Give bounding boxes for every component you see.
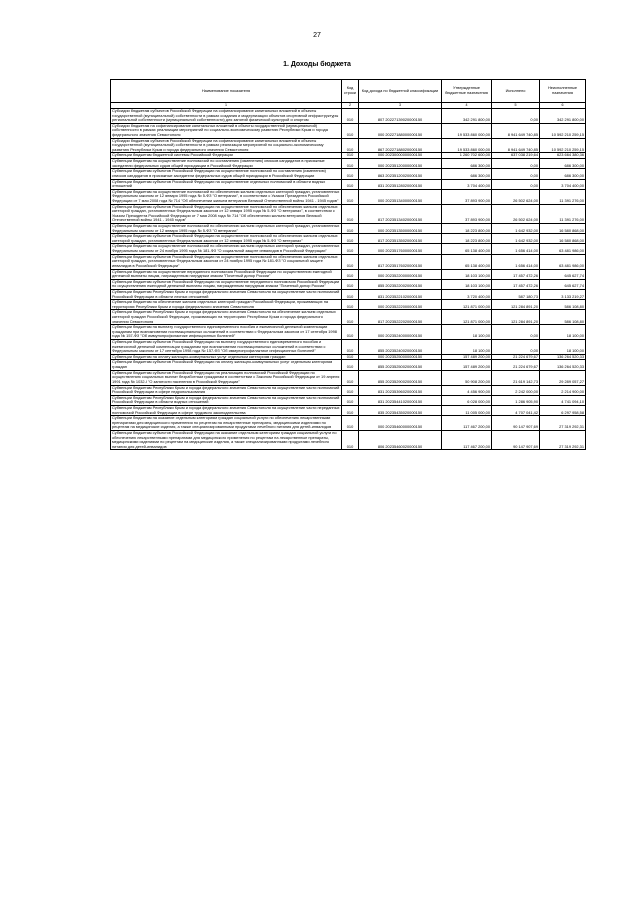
indicator-name: Субвенции бюджетам бюджетной системы Российской Федерации — [111, 153, 342, 159]
approved-amount: 18 223 800,00 — [442, 224, 492, 234]
column-number: 2 — [342, 103, 359, 109]
executed-amount: 21 224 679,67 — [492, 354, 540, 360]
income-code: 000 20230000000000150 — [359, 153, 442, 159]
line-code: 010 — [342, 325, 359, 340]
income-code: 855 20235250020000150 — [359, 360, 442, 370]
column-number: 4 — [442, 103, 492, 109]
unexecuted-amount: 10 592 210 259,15 — [540, 123, 586, 138]
approved-amount: 18 103 100,00 — [442, 279, 492, 289]
unexecuted-amount: 16 580 868,00 — [540, 224, 586, 234]
indicator-name: Субвенции бюджетам Республики Крым и города федерального значения Севастополя на обеспечение жильем отдельных категорий граждан Российской Федерации, проживающих на территориях Республики Крым и города федерального значения Севастополя — [111, 310, 342, 325]
unexecuted-amount: 136 264 520,33 — [540, 354, 586, 360]
executed-amount: 1 656 414,00 — [492, 254, 540, 269]
approved-amount: 686 300,00 — [442, 159, 492, 169]
indicator-name: Субвенции бюджетам на выплату государственного единовременного пособия и ежемесячной денежной компенсации гражданам при возникновении поствакцинальных осложнений в соответствии с Федеральным законом от 17 сентября 1998 года № 157-ФЗ "Об иммунопрофилактике инфекционных болезней" — [111, 325, 342, 340]
table-row — [111, 138, 586, 153]
income-code: 000 20235135000000150 — [359, 224, 442, 234]
indicator-name: Субвенции бюджетам субъектов Российской Федерации на осуществление полномочий по составлению (изменению) списков кандидатов в присяжные заседатели федеральных судов общей юрисдикции в Российской Федерации — [111, 169, 342, 179]
indicator-name: Субвенции бюджетам субъектов Российской Федерации на осуществление полномочий по обеспечению жильем отдельных категорий граждан, установленных Федеральным законом от 24 ноября 1995 года № 181-ФЗ "О социальной защите инвалидов в Российской Федерации" — [111, 254, 342, 269]
executed-amount: 0,00 — [492, 325, 540, 340]
table-row — [111, 189, 586, 204]
table-row — [111, 269, 586, 279]
approved-amount: 19 533 860 000,00 — [442, 138, 492, 153]
executed-amount: 0,00 — [492, 159, 540, 169]
unexecuted-amount: 63 481 986,00 — [540, 254, 586, 269]
unexecuted-amount: 29 289 057,27 — [540, 370, 586, 385]
unexecuted-amount: 11 391 276,00 — [540, 189, 586, 204]
approved-amount: 117 467 200,00 — [442, 416, 492, 431]
approved-amount: 65 138 400,00 — [442, 244, 492, 254]
line-code: 010 — [342, 370, 359, 385]
unexecuted-amount: 63 481 986,00 — [540, 244, 586, 254]
line-code: 010 — [342, 340, 359, 355]
line-code: 010 — [342, 405, 359, 415]
unexecuted-amount: 18 100,00 — [540, 325, 586, 340]
unexecuted-amount: 11 391 276,00 — [540, 204, 586, 223]
column-number: 5 — [492, 103, 540, 109]
income-code: 807 20227139020000150 — [359, 109, 442, 124]
approved-amount: 19 533 860 000,00 — [442, 123, 492, 138]
indicator-name: Субвенции бюджетам субъектов Российской Федерации на осуществление переданного полномочия Российской Федерации по осуществлению ежегодной денежной выплаты лицам, награжденным нагрудным знаком "Почетный донор России" — [111, 279, 342, 289]
table-row — [111, 153, 586, 159]
approved-amount: 121 871 000,00 — [442, 310, 492, 325]
line-code: 010 — [342, 189, 359, 204]
column-number: 1 — [111, 103, 342, 109]
line-code: 010 — [342, 269, 359, 279]
executed-amount: 0,00 — [492, 179, 540, 189]
indicator-name: Субвенции бюджетам на осуществление полномочий по обеспечению жильем отдельных категорий граждан, установленных Федеральным законом от 24 ноября 1995 года № 181-ФЗ "О социальной защите инвалидов в Российской Федерации" — [111, 244, 342, 254]
table-row — [111, 224, 586, 234]
table-row — [111, 254, 586, 269]
approved-amount: 686 300,00 — [442, 169, 492, 179]
indicator-name: Субвенции бюджетам на осуществление переданного полномочия Российской Федерации по осуществлению ежегодной денежной выплаты лицам, награжденным нагрудным знаком "Почетный донор России" — [111, 269, 342, 279]
unexecuted-amount: 645 627,74 — [540, 279, 586, 289]
income-code: 000 20235222000000150 — [359, 300, 442, 310]
indicator-name: Субвенции бюджетам на осуществление полномочий по обеспечению жильем отдельных категорий граждан, установленных Федеральным законом от 12 января 1995 года № 5-ФЗ "О ветеранах", в соответствии с Указом Президента Российской Федерации от 7 мая 2008 года № 714 "Об обеспечении жильем ветеранов Великой Отечественной войны 1941 - 1945 годов" — [111, 189, 342, 204]
unexecuted-amount: 2 214 900,00 — [540, 385, 586, 395]
header-unexecuted: Неисполненные назначения — [540, 80, 586, 103]
line-code: 010 — [342, 234, 359, 244]
executed-amount: 0,00 — [492, 340, 540, 355]
indicator-name: Субвенции бюджетам Республики Крым и города федерального значения Севастополя на осуществление части полномочий Российской Федерации в области лесных отношений — [111, 289, 342, 299]
table-row — [111, 289, 586, 299]
table-row — [111, 370, 586, 385]
executed-amount: 121 284 891,20 — [492, 300, 540, 310]
section-title: 1. Доходы бюджета — [283, 61, 351, 68]
approved-amount: 117 467 200,00 — [442, 431, 492, 450]
table-row — [111, 354, 586, 360]
income-code: 000 20235134000000150 — [359, 189, 442, 204]
income-code: 855 20235220020000150 — [359, 279, 442, 289]
income-code: 817 20235135020000150 — [359, 234, 442, 244]
unexecuted-amount: 686 300,00 — [540, 169, 586, 179]
executed-amount: 8 941 649 740,85 — [492, 138, 540, 153]
unexecuted-amount: 3 704 400,00 — [540, 179, 586, 189]
table-row — [111, 169, 586, 179]
indicator-name: Субсидии бюджетам субъектов Российской Федерации на софинансирование капитальных вложений в объекты государственной (муниципальной) собственности в рамках создания и модернизации объектов спортивной инфраструктуры региональной собственности (муниципальной собственности) для занятий физической культурой и спортом — [111, 109, 342, 124]
unexecuted-amount: 10 592 210 259,15 — [540, 138, 586, 153]
header-executed: Исполнено — [492, 80, 540, 103]
executed-amount: 121 284 891,20 — [492, 310, 540, 325]
executed-amount: 90 147 907,69 — [492, 416, 540, 431]
column-number: 6 — [540, 103, 586, 109]
income-code: 817 20235134020000150 — [359, 204, 442, 223]
executed-amount: 8 941 649 740,85 — [492, 123, 540, 138]
unexecuted-amount: 3 133 219,27 — [540, 289, 586, 299]
income-code: 831 20235441020000150 — [359, 395, 442, 405]
line-code: 010 — [342, 224, 359, 234]
executed-amount: 17 457 472,26 — [492, 279, 540, 289]
income-code: 831 20235128020000150 — [359, 179, 442, 189]
executed-amount: 1 642 932,00 — [492, 224, 540, 234]
page-number: 27 — [313, 32, 321, 39]
approved-amount: 18 100,00 — [442, 325, 492, 340]
indicator-name: Субсидии бюджетам субъектов Российской Федерации на софинансирование капитальных вложений в объекты государственной (муниципальной) собственности в рамках реализации мероприятий по социально-экономическому развитию Республики Крым и города федерального значения Севастополя — [111, 138, 342, 153]
table-row — [111, 244, 586, 254]
indicator-name: Субвенции бюджетам Республики Крым и города федерального значения Севастополя на осуществление части переданных полномочий Российской Федерации в сфере трудового законодательства — [111, 405, 342, 415]
executed-amount: 17 457 472,26 — [492, 269, 540, 279]
line-code: 010 — [342, 431, 359, 450]
approved-amount: 18 223 800,00 — [442, 234, 492, 244]
indicator-name: Субвенции бюджетам субъектов Российской Федерации на оплату жилищно-коммунальных услуг отдельным категориям граждан — [111, 360, 342, 370]
unexecuted-amount: 645 627,74 — [540, 269, 586, 279]
executed-amount: 1 642 932,00 — [492, 234, 540, 244]
unexecuted-amount: 18 100,00 — [540, 340, 586, 355]
income-code: 831 20235396020000150 — [359, 385, 442, 395]
line-code: 010 — [342, 244, 359, 254]
executed-amount: 26 502 624,00 — [492, 204, 540, 223]
executed-amount: 2 242 000,00 — [492, 385, 540, 395]
unexecuted-amount: 342 291 800,00 — [540, 109, 586, 124]
line-code: 010 — [342, 385, 359, 395]
approved-amount: 3 704 400,00 — [442, 179, 492, 189]
line-code: 010 — [342, 169, 359, 179]
line-code: 010 — [342, 123, 359, 138]
approved-amount: 157 489 200,00 — [442, 354, 492, 360]
income-code: 817 20235176020000150 — [359, 254, 442, 269]
approved-amount: 6 028 000,00 — [442, 395, 492, 405]
income-code: 867 20227188020000150 — [359, 138, 442, 153]
executed-amount: 0,00 — [492, 169, 540, 179]
executed-amount: 4 707 041,42 — [492, 405, 540, 415]
table-row — [111, 310, 586, 325]
line-code: 010 — [342, 254, 359, 269]
table-row — [111, 159, 586, 169]
line-code: 010 — [342, 153, 359, 159]
indicator-name: Субвенции бюджетам на обеспечение жильем отдельных категорий граждан Российской Федерации, проживающих на территориях Республики Крым и города федерального значения Севастополя — [111, 300, 342, 310]
executed-amount: 90 147 907,69 — [492, 431, 540, 450]
executed-amount: 1 656 414,00 — [492, 244, 540, 254]
income-code: 831 20235221020000150 — [359, 289, 442, 299]
approved-amount: 18 100,00 — [442, 340, 492, 355]
executed-amount: 0,00 — [492, 109, 540, 124]
table-row — [111, 300, 586, 310]
approved-amount: 157 489 200,00 — [442, 360, 492, 370]
income-code: 806 20235460020000150 — [359, 431, 442, 450]
unexecuted-amount: 623 664 380,36 — [540, 153, 586, 159]
approved-amount: 11 005 000,00 — [442, 405, 492, 415]
income-code: 000 20235220000000150 — [359, 269, 442, 279]
approved-amount: 4 456 900,00 — [442, 385, 492, 395]
indicator-name: Субвенции бюджетам субъектов Российской Федерации на реализацию полномочий Российской Федерации по осуществлению социальных выплат безработным гражданам в соответствии с Законом Российской Федерации от 19 апреля 1991 года № 1032-I "О занятости населения в Российской Федерации" — [111, 370, 342, 385]
header-line: Код строки — [342, 80, 359, 103]
unexecuted-amount: 586 108,80 — [540, 300, 586, 310]
indicator-name: Субвенции бюджетам Республики Крым и города федерального значения Севастополя на осуществление части полномочий Российской Федерации в области водных отношений — [111, 395, 342, 405]
unexecuted-amount: 686 300,00 — [540, 159, 586, 169]
approved-amount: 3 720 400,00 — [442, 289, 492, 299]
line-code: 010 — [342, 416, 359, 431]
line-code: 010 — [342, 138, 359, 153]
income-code: 000 20235120000000150 — [359, 159, 442, 169]
income-code: 000 20235176000000150 — [359, 244, 442, 254]
line-code: 010 — [342, 310, 359, 325]
table-row — [111, 179, 586, 189]
table-row — [111, 123, 586, 138]
indicator-name: Субвенции бюджетам на осуществление полномочий по обеспечению жильем отдельных категорий граждан, установленных Федеральным законом от 12 января 1995 года № 5-ФЗ "О ветеранах" — [111, 224, 342, 234]
approved-amount: 18 103 100,00 — [442, 269, 492, 279]
income-code: 835 20235435020000150 — [359, 405, 442, 415]
indicator-name: Субвенции бюджетам субъектов Российской Федерации на осуществление полномочий по обеспечению жильем отдельных категорий граждан, установленных Федеральным законом от 12 января 1995 года № 5-ФЗ "О ветеранах", в соответствии с Указом Президента Российской Федерации от 7 мая 2008 года № 714 "Об обеспечении жильем ветеранов Великой Отечественной войны 1941 - 1945 годов" — [111, 204, 342, 223]
line-code: 010 — [342, 354, 359, 360]
executed-amount: 587 180,73 — [492, 289, 540, 299]
income-code: 000 20235240000000150 — [359, 325, 442, 340]
unexecuted-amount: 4 741 094,10 — [540, 395, 586, 405]
header-approved: Утвержденные бюджетные назначения — [442, 80, 492, 103]
unexecuted-amount: 586 108,80 — [540, 310, 586, 325]
line-code: 010 — [342, 360, 359, 370]
table-row — [111, 340, 586, 355]
unexecuted-amount: 6 297 958,58 — [540, 405, 586, 415]
approved-amount: 1 260 702 600,00 — [442, 153, 492, 159]
indicator-name: Субвенции бюджетам на осуществление полномочий по составлению (изменению) списков кандидатов в присяжные заседатели федеральных судов общей юрисдикции в Российской Федерации — [111, 159, 342, 169]
table-row — [111, 416, 586, 431]
header-code: Код дохода по бюджетной классификации — [359, 80, 442, 103]
table-body — [111, 109, 586, 450]
executed-amount: 21 224 679,67 — [492, 360, 540, 370]
unexecuted-amount: 136 264 520,33 — [540, 360, 586, 370]
indicator-name: Субвенции бюджетам субъектов Российской Федерации на осуществление полномочий по обеспечению жильем отдельных категорий граждан, установленных Федеральным законом от 12 января 1995 года № 5-ФЗ "О ветеранах" — [111, 234, 342, 244]
unexecuted-amount: 27 319 292,31 — [540, 416, 586, 431]
income-code: 855 20235290020000150 — [359, 370, 442, 385]
table-row — [111, 405, 586, 415]
table-row — [111, 279, 586, 289]
table-row — [111, 360, 586, 370]
indicator-name: Субвенции бюджетам субъектов Российской Федерации на осуществление отдельных полномочий в области водных отношений — [111, 179, 342, 189]
approved-amount: 65 138 400,00 — [442, 254, 492, 269]
approved-amount: 37 893 900,00 — [442, 204, 492, 223]
header-name: Наименование показателя — [111, 80, 342, 103]
income-code: 817 20235222020000150 — [359, 310, 442, 325]
unexecuted-amount: 27 319 292,31 — [540, 431, 586, 450]
table-row — [111, 431, 586, 450]
line-code: 010 — [342, 159, 359, 169]
line-code: 010 — [342, 279, 359, 289]
executed-amount: 21 619 142,73 — [492, 370, 540, 385]
column-number: 3 — [359, 103, 442, 109]
indicator-name: Субвенции бюджетам субъектов Российской Федерации на оказание отдельным категориям граждан социальной услуги по обеспечению лекарственными препаратами для медицинского применения по рецептам на лекарственные препараты, медицинскими изделиями по рецептам на медицинские изделия, а также специализированными продуктами лечебного питания для детей-инвалидов — [111, 431, 342, 450]
income-code: 000 20235250000000150 — [359, 354, 442, 360]
income-code: 863 20235120020000150 — [359, 169, 442, 179]
approved-amount: 342 291 800,00 — [442, 109, 492, 124]
indicator-name: Субвенции бюджетам Республики Крым и города федерального значения Севастополя на осуществление части полномочий Российской Федерации в сфере недропользования — [111, 385, 342, 395]
executed-amount: 26 502 624,00 — [492, 189, 540, 204]
table-row — [111, 325, 586, 340]
table-row — [111, 234, 586, 244]
table-row — [111, 109, 586, 124]
budget-table — [110, 79, 586, 450]
indicator-name: Субвенции бюджетам на оказание отдельным категориям граждан социальной услуги по обеспечению лекарственными препаратами для медицинского применения по рецептам на лекарственные препараты, медицинскими изделиями по рецептам на медицинские изделия, а также специализированными продуктами лечебного питания для детей-инвалидов — [111, 416, 342, 431]
line-code: 010 — [342, 289, 359, 299]
approved-amount: 121 871 000,00 — [442, 300, 492, 310]
table-row — [111, 385, 586, 395]
line-code: 010 — [342, 395, 359, 405]
income-code: 855 20235240020000150 — [359, 340, 442, 355]
executed-amount: 637 038 219,64 — [492, 153, 540, 159]
approved-amount: 37 893 900,00 — [442, 189, 492, 204]
indicator-name: Субвенции бюджетам субъектов Российской Федерации на выплату государственного единовременного пособия и ежемесячной денежной компенсации гражданам при возникновении поствакцинальных осложнений в соответствии с Федеральным законом от 17 сентября 1998 года № 157-ФЗ "Об иммунопрофилактике инфекционных болезней" — [111, 340, 342, 355]
unexecuted-amount: 16 580 868,00 — [540, 234, 586, 244]
executed-amount: 1 286 905,90 — [492, 395, 540, 405]
indicator-name: Субвенции бюджетам на оплату жилищно-коммунальных услуг отдельным категориям граждан — [111, 354, 342, 360]
header-row — [111, 80, 586, 103]
income-code: 000 20235460000000150 — [359, 416, 442, 431]
table-row — [111, 395, 586, 405]
approved-amount: 50 908 200,00 — [442, 370, 492, 385]
line-code: 010 — [342, 204, 359, 223]
indicator-name: Субсидии бюджетам на софинансирование капитальных вложений в объекты государственной (муниципальной) собственности в рамках реализации мероприятий по социально-экономическому развитию Республики Крым и города федерального значения Севастополя — [111, 123, 342, 138]
income-code: 000 20227188000000150 — [359, 123, 442, 138]
line-code: 010 — [342, 179, 359, 189]
table-row — [111, 204, 586, 223]
line-code: 010 — [342, 109, 359, 124]
line-code: 010 — [342, 300, 359, 310]
